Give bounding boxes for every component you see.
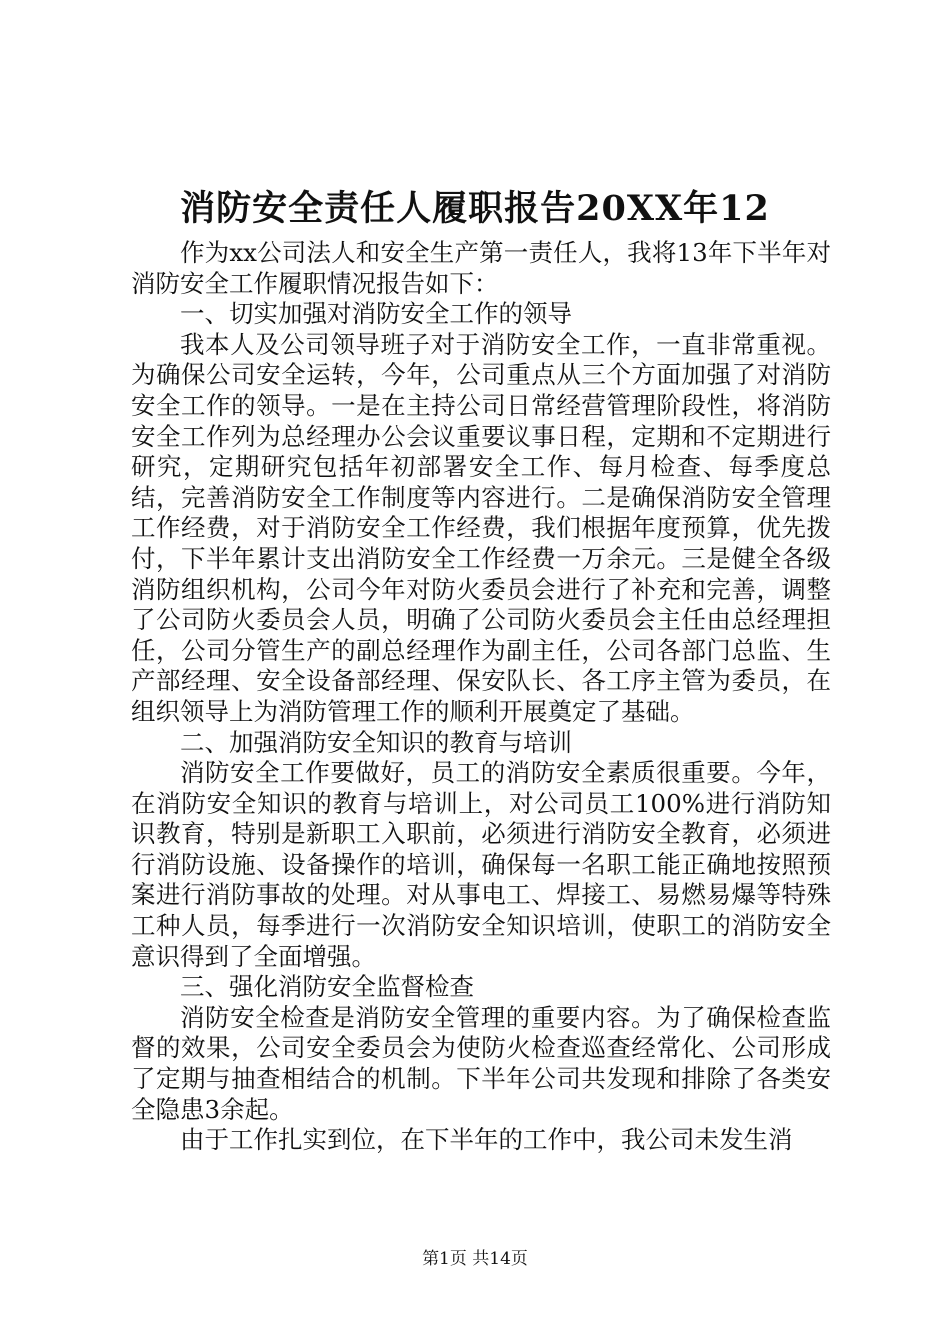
section-3-paragraph: 消防安全检查是消防安全管理的重要内容。为了确保检查监督的效果，公司安全委员会为使防火检查巡查经常化、公司形成了定期与抽查相结合的机制。下半年公司共发现和排除了各类安全隐患3余起。 [131,1002,831,1124]
section-2-paragraph: 消防安全工作要做好，员工的消防安全素质很重要。今年，在消防安全知识的教育与培训上，对公司员工100%进行消防知识教育，特别是新职工入职前，必须进行消防安全教育，必须进行消防设施、设备操作的培训，确保每一名职工能正确地按照预案进行消防事故的处理。对从事电工、焊接工、易燃易爆等特殊工种人员，每季进行一次消防安全知识培训，使职工的消防安全意识得到了全面增强。 [131,758,831,971]
section-1-paragraph: 我本人及公司领导班子对于消防安全工作，一直非常重视。为确保公司安全运转，今年，公司重点从三个方面加强了对消防安全工作的领导。一是在主持公司日常经营管理阶段性，将消防安全工作列为总经理办公会议重要议事日程，定期和不定期进行研究，定期研究包括年初部署安全工作、每月检查、每季度总结，完善消防安全工作制度等内容进行。二是确保消防安全管理工作经费，对于消防安全工作经费，我们根据年度预算，优先拨付，下半年累计支出消防安全工作经费一万余元。三是健全各级消防组织机构，公司今年对防火委员会进行了补充和完善，调整了公司防火委员会人员，明确了公司防火委员会主任由总经理担任，公司分管生产的副总经理作为副主任，公司各部门总监、生产部经理、安全设备部经理、保安队长、各工序主管为委员，在组织领导上为消防管理工作的顺利开展奠定了基础。 [131,329,831,726]
document-body [131,238,831,1156]
page-footer: 第1页 共14页 [422,1249,528,1269]
document-title: 消防安全责任人履职报告20XX年12 [180,188,770,229]
section-heading-1: 一、切实加强对消防安全工作的领导 [180,299,572,329]
intro-paragraph: 作为xx公司法人和安全生产第一责任人，我将13年下半年对消防安全工作履职情况报告如下： [131,238,831,298]
section-heading-3: 三、强化消防安全监督检查 [180,972,474,1002]
closing-paragraph: 由于工作扎实到位，在下半年的工作中，我公司未发生消 [180,1125,793,1155]
section-heading-2: 二、加强消防安全知识的教育与培训 [180,727,572,757]
